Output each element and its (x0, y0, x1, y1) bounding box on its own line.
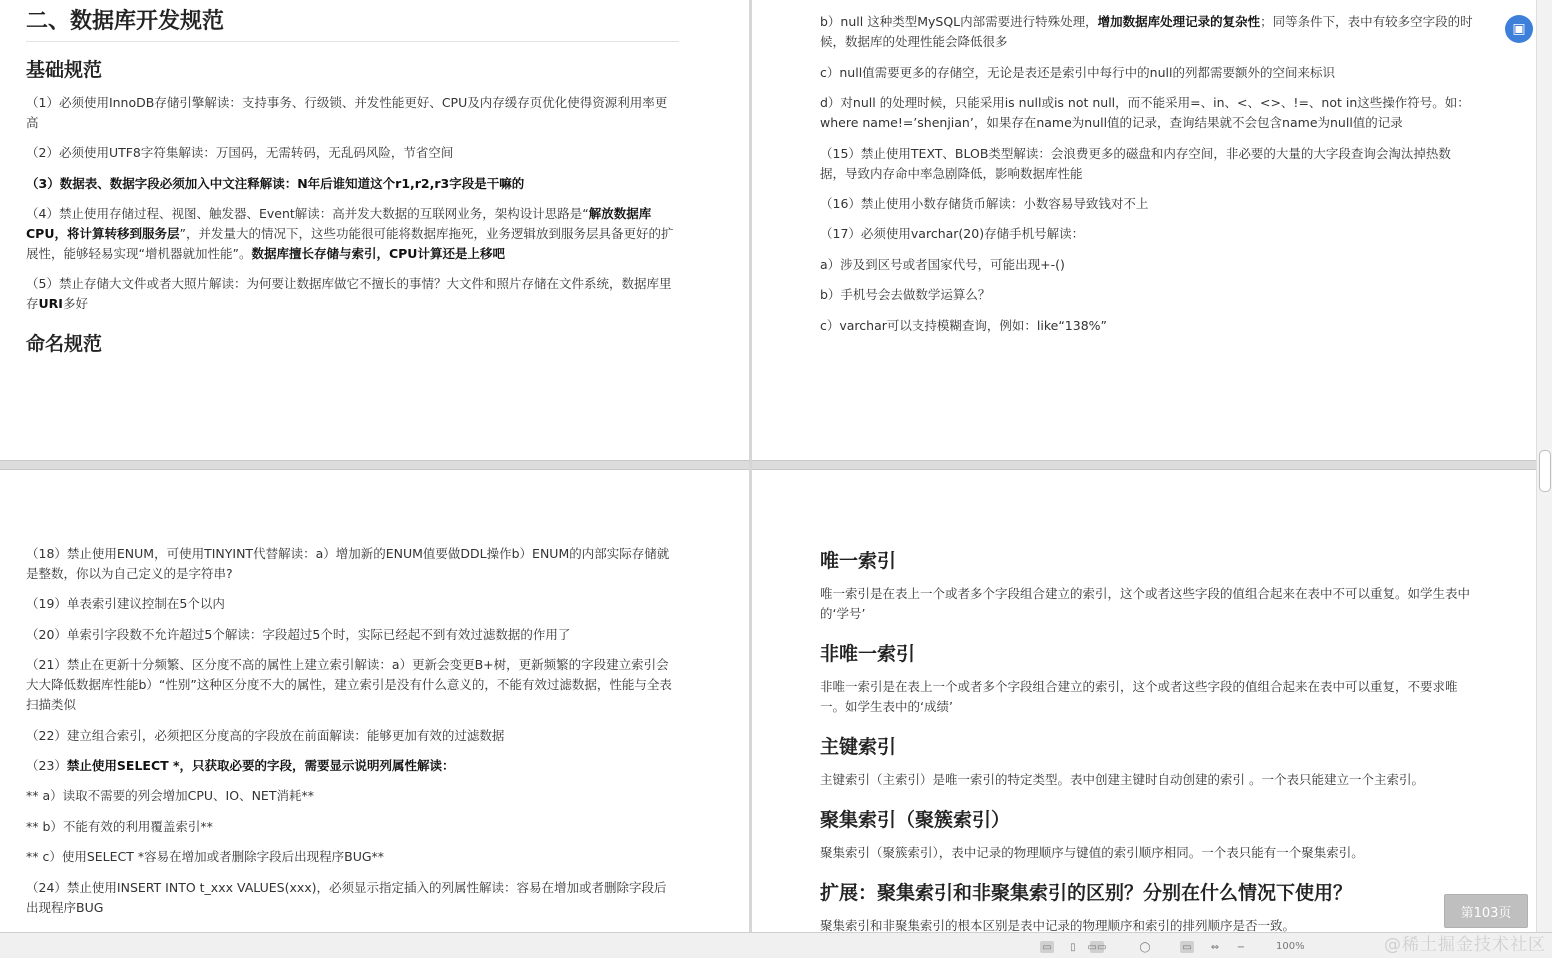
rule-17-c: c）varchar可以支持模糊查询，例如：like“138%” (820, 318, 1108, 333)
heading-clustered-index: 聚集索引（聚簇索引） (820, 809, 1011, 831)
fit-page-icon[interactable]: ▭ (1180, 941, 1194, 953)
floating-tool-button[interactable] (1505, 15, 1533, 43)
rule-5-bold: URI (38, 296, 63, 311)
document-icon: ▣ (1512, 21, 1526, 37)
null-item-b-bold: 增加数据库处理记录的复杂性 (1097, 14, 1261, 29)
status-bar (0, 932, 1552, 958)
document-page-1 (0, 0, 749, 460)
unique-index-text: 唯一索引是在表上一个或者多个字段组合建立的索引，这个或者这些字段的值组合起来在表中不可以重复。如学生表中的‘学号’ (820, 586, 1471, 621)
heading-basic-rules: 基础规范 (26, 59, 103, 81)
vertical-scrollbar[interactable] (1536, 0, 1552, 932)
rule-4-bold-a: 解放数据库CPU，将计算转移到服务层 (26, 206, 652, 241)
fit-width-icon[interactable]: ⇔ (1210, 941, 1220, 953)
zoom-level: 100% (1276, 941, 1305, 952)
page-separator-horizontal (0, 460, 1537, 470)
rule-23-num: （23） (26, 758, 67, 773)
scrollbar-thumb[interactable] (1539, 450, 1551, 492)
rule-23-b: ** b）不能有效的利用覆盖索引** (26, 819, 213, 834)
heading-unique-index: 唯一索引 (820, 550, 897, 572)
document-page-2 (752, 0, 1537, 460)
rule-4-text-a: （4）禁止使用存储过程、视图、触发器、Event解读：高并发大数据的互联网业务，架构设计思路是“ (26, 206, 589, 221)
rule-5-text-a: （5）禁止存储大文件或者大照片解读：为何要让数据库做它不擅长的事情？大文件和照片存储在文件系统，数据库里存 (26, 276, 672, 311)
null-item-b (820, 12, 1475, 52)
null-item-b-text-a: b）null 这种类型MySQL内部需要进行特殊处理， (820, 14, 1098, 29)
page-separator-vertical (749, 0, 752, 932)
rule-23 (26, 756, 679, 776)
page-indicator: 第103页 (1444, 894, 1528, 928)
single-page-view-icon[interactable]: ▭ (1040, 941, 1054, 953)
rule-20: （20）单索引字段数不允许超过5个解读：字段超过5个时，实际已经起不到有效过滤数据的作用了 (26, 627, 571, 642)
rule-22: （22）建立组合索引，必须把区分度高的字段放在前面解读：能够更加有效的过滤数据 (26, 728, 505, 743)
null-item-c: c）null值需要更多的存储空，无论是表还是索引中每行中的null的列都需要额外的空间来标识 (820, 65, 1335, 80)
document-page-4 (752, 470, 1537, 932)
rule-5-text-b: 多好 (62, 296, 88, 311)
eye-icon[interactable]: ◯ (1139, 941, 1151, 953)
heading-naming-rules: 命名规范 (26, 333, 103, 355)
null-item-b-text-b: ；同等条件下，表中有较多空字段的时候，数据库的处理性能会降低很多 (820, 14, 1473, 49)
page-title: 二、数据库开发规范 (26, 4, 679, 42)
rule-17-b: b）手机号会去做数学运算么？ (820, 287, 991, 302)
rule-19: （19）单表索引建议控制在5个以内 (26, 596, 225, 611)
heading-primary-index: 主键索引 (820, 736, 897, 758)
clustered-index-text: 聚集索引（聚簇索引），表中记录的物理顺序与键值的索引顺序相同。一个表只能有一个聚集索引。 (820, 845, 1364, 860)
heading-extension: 扩展：聚集索引和非聚集索引的区别？分别在什么情况下使用？ (820, 882, 1353, 904)
rule-23-bold: 禁止使用SELECT *，只获取必要的字段，需要显示说明列属性解读： (66, 758, 455, 773)
rule-4 (26, 204, 679, 264)
rule-3-bold: （3）数据表、数据字段必须加入中文注释解读：N年后谁知道这个r1,r2,r3字段是干嘛的 (26, 176, 525, 191)
rule-17: （17）必须使用varchar(20)存储手机号解读： (820, 226, 1085, 241)
rule-4-text-b: ”，并发量大的情况下，这些功能很可能将数据库拖死，业务逻辑放到服务层具备更好的扩展性，能够轻易实现“增机器就加性能”。 (26, 226, 674, 261)
null-item-d: d）对null 的处理时候，只能采用is null或is not null，而不能采用=、in、<、<>、!=、not in这些操作符号。如：where name!=’shenjian’，如果存在name为null值的记录，查询结果就不会包含name为null值的记录 (820, 95, 1470, 130)
watermark: @稀土掘金技术社区 (1384, 935, 1546, 955)
rule-21: （21）禁止在更新十分频繁、区分度不高的属性上建立索引解读：a）更新会变更B+树，更新频繁的字段建立索引会大大降低数据库性能b）“性别”这种区分度不大的属性，建立索引是没有什么意义的，不能有效过滤数据，性能与全表扫描类似 (26, 657, 672, 712)
zoom-out-icon[interactable]: − (1236, 941, 1246, 953)
rule-3 (26, 174, 679, 194)
rule-15: （15）禁止使用TEXT、BLOB类型解读：会浪费更多的磁盘和内存空间，非必要的大量的大字段查询会淘汰掉热数据，导致内存命中率急剧降低，影响数据库性能 (820, 146, 1451, 181)
rule-24: （24）禁止使用INSERT INTO t_xxx VALUES(xxx)，必须显示指定插入的列属性解读：容易在增加或者删除字段后出现程序BUG (26, 880, 667, 915)
rule-17-a: a）涉及到区号或者国家代号，可能出现+-() (820, 257, 1065, 272)
extension-text: 聚集索引和非聚集索引的根本区别是表中记录的物理顺序和索引的排列顺序是否一致。 (820, 918, 1296, 932)
non-unique-index-text: 非唯一索引是在表上一个或者多个字段组合建立的索引，这个或者这些字段的值组合起来在表中可以重复，不要求唯一。如学生表中的‘成绩’ (820, 679, 1458, 714)
continuous-view-icon[interactable]: ▯ (1070, 941, 1076, 953)
rule-23-c: ** c）使用SELECT *容易在增加或者删除字段后出现程序BUG** (26, 849, 385, 864)
rule-1: （1）必须使用InnoDB存储引擎解读：支持事务、行级锁、并发性能更好、CPU及内存缓存页优化使得资源利用率更高 (26, 95, 668, 130)
rule-16: （16）禁止使用小数存储货币解读：小数容易导致钱对不上 (820, 196, 1149, 211)
rule-18: （18）禁止使用ENUM，可使用TINYINT代替解读：a）增加新的ENUM值要做DDL操作b）ENUM的内部实际存储就是整数，你以为自己定义的是字符串? (26, 546, 670, 581)
rule-5 (26, 274, 679, 314)
rule-2: （2）必须使用UTF8字符集解读：万国码，无需转码，无乱码风险，节省空间 (26, 145, 454, 160)
two-page-view-icon[interactable]: ▭▭ (1087, 941, 1107, 953)
rule-23-a: ** a）读取不需要的列会增加CPU、IO、NET消耗** (26, 788, 314, 803)
heading-non-unique-index: 非唯一索引 (820, 643, 916, 665)
rule-4-bold-b: 数据库擅长存储与索引，CPU计算还是上移吧 (251, 246, 505, 261)
primary-index-text: 主键索引（主索引）是唯一索引的特定类型。表中创建主键时自动创建的索引 。一个表只能建立一个主索引。 (820, 772, 1424, 787)
document-page-3 (0, 470, 749, 932)
